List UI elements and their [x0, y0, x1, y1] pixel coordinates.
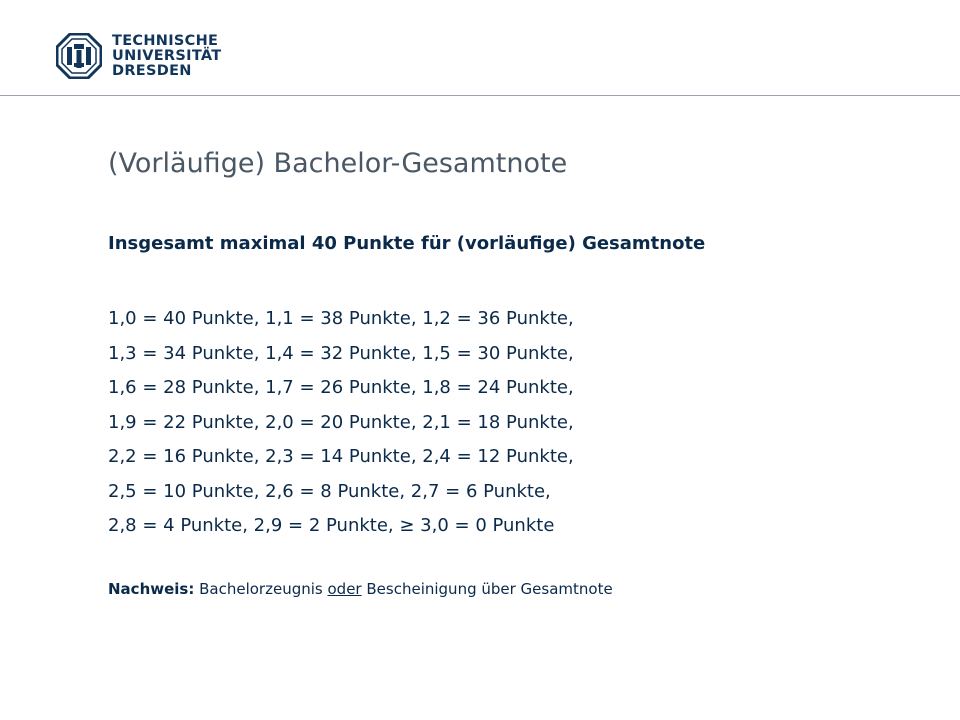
grade-line: 1,9 = 22 Punkte, 2,0 = 20 Punkte, 2,1 = 18 Punkte, [108, 411, 574, 433]
slide-header [0, 0, 960, 96]
evidence-text-after: Bescheinigung über Gesamtnote [361, 580, 613, 598]
slide-subheading: Insgesamt maximal 40 Punkte für (vorläufige) Gesamtnote [108, 233, 706, 254]
header-divider [0, 95, 960, 96]
evidence-text-before: Bachelorzeugnis [194, 580, 328, 598]
logo-line-1: TECHNISCHE [112, 32, 219, 49]
grade-points-list [108, 302, 574, 544]
logo-line-3: DRESDEN [112, 62, 192, 79]
slide-title: (Vorläufige) Bachelor-Gesamtnote [108, 148, 568, 179]
evidence-text-underlined: oder [327, 580, 362, 598]
evidence-label: Nachweis: [108, 580, 195, 598]
grade-line: 2,5 = 10 Punkte, 2,6 = 8 Punkte, 2,7 = 6 Punkte, [108, 480, 551, 502]
tu-dresden-emblem-icon [56, 33, 102, 79]
grade-line: 2,2 = 16 Punkte, 2,3 = 14 Punkte, 2,4 = 12 Punkte, [108, 446, 574, 467]
logo-line-2: UNIVERSITÄT [112, 47, 222, 64]
evidence-note [108, 580, 613, 598]
university-name [112, 34, 222, 79]
grade-line: 1,6 = 28 Punkte, 1,7 = 26 Punkte, 1,8 = 24 Punkte, [108, 377, 574, 398]
grade-line: 2,8 = 4 Punkte, 2,9 = 2 Punkte, ≥ 3,0 = 0 Punkte [108, 515, 555, 536]
university-logo [56, 33, 222, 79]
grade-line: 1,3 = 34 Punkte, 1,4 = 32 Punkte, 1,5 = 30 Punkte, [108, 342, 574, 364]
grade-line: 1,0 = 40 Punkte, 1,1 = 38 Punkte, 1,2 = 36 Punkte, [108, 308, 574, 329]
